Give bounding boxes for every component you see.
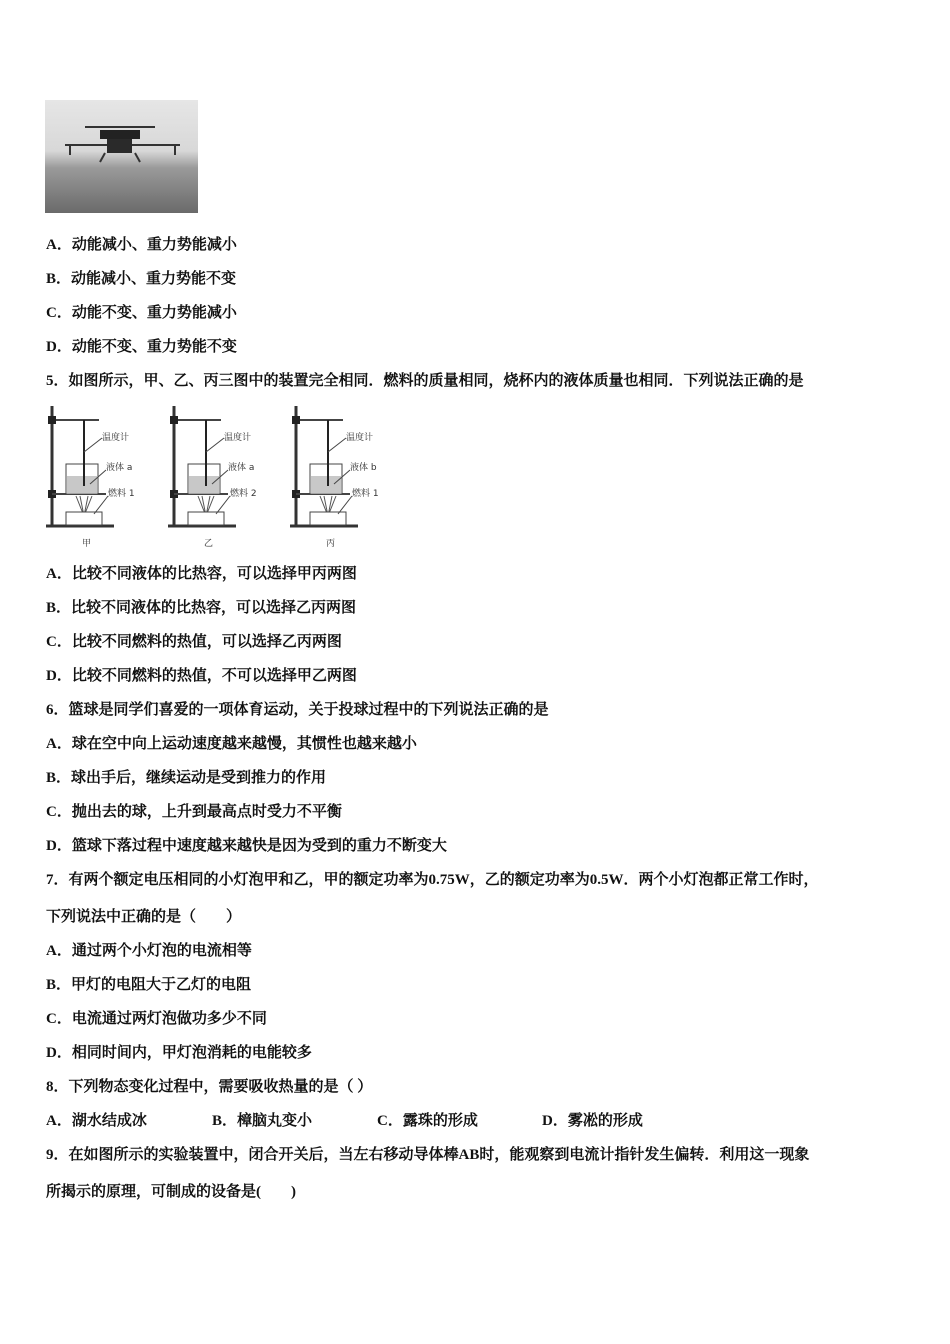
q5-option-b[interactable]: B．比较不同液体的比热容，可以选择乙丙两图	[46, 600, 357, 616]
q4-option-a[interactable]: A．动能减小、重力势能减小	[46, 237, 237, 253]
fuel-label: 燃料 1	[352, 489, 379, 499]
apparatus-panel	[168, 406, 257, 549]
liquid-label: 液体 a	[228, 463, 255, 473]
q7-option-a[interactable]: A．通过两个小灯泡的电流相等	[46, 943, 252, 959]
q8-options	[46, 1111, 643, 1131]
panel-caption: 甲	[82, 539, 92, 549]
q8-option-a[interactable]: A．湖水结成冰	[46, 1113, 147, 1129]
panel-caption: 乙	[204, 539, 214, 549]
q7-stem-line1: 7．有两个额定电压相同的小灯泡甲和乙，甲的额定功率为0.75W，乙的额定功率为0.5W．两个小灯泡都正常工作时，	[46, 872, 819, 888]
liquid-label: 液体 b	[350, 463, 377, 473]
q8-option-c[interactable]: C．露珠的形成	[377, 1113, 478, 1129]
q8-option-b[interactable]: B．樟脑丸变小	[212, 1113, 313, 1129]
apparatus-panel	[290, 406, 379, 549]
q4-option-c[interactable]: C．动能不变、重力势能减小	[46, 305, 237, 321]
liquid-label: 液体 a	[106, 463, 133, 473]
q7-option-c[interactable]: C．电流通过两灯泡做功多少不同	[46, 1011, 267, 1027]
panel-caption: 丙	[326, 539, 336, 549]
fuel-label: 燃料 2	[230, 489, 257, 499]
q8-stem: 8．下列物态变化过程中，需要吸收热量的是（ ）	[46, 1079, 373, 1095]
q4-option-d[interactable]: D．动能不变、重力势能不变	[46, 339, 237, 355]
q4-option-b[interactable]: B．动能减小、重力势能不变	[46, 271, 237, 287]
q6-option-d[interactable]: D．篮球下落过程中速度越来越快是因为受到的重力不断变大	[46, 838, 447, 854]
q5-figure	[44, 404, 394, 550]
q5-option-a[interactable]: A．比较不同液体的比热容，可以选择甲丙两图	[46, 566, 357, 582]
q6-stem: 6．篮球是同学们喜爱的一项体育运动，关于投球过程中的下列说法正确的是	[46, 702, 549, 718]
fuel-label: 燃料 1	[108, 489, 135, 499]
q7-stem-line2: 下列说法中正确的是（ ）	[46, 909, 242, 925]
drone-photo	[45, 100, 198, 213]
q5-option-c[interactable]: C．比较不同燃料的热值，可以选择乙丙两图	[46, 634, 342, 650]
q7-option-b[interactable]: B．甲灯的电阻大于乙灯的电阻	[46, 977, 252, 993]
q9-stem-line2: 所揭示的原理，可制成的设备是( )	[46, 1184, 296, 1200]
q9-stem-line1: 9．在如图所示的实验装置中，闭合开关后，当左右移动导体棒AB时，能观察到电流计指针发生偏转．利用这一现象	[46, 1147, 810, 1163]
thermometer-label: 温度计	[102, 433, 130, 443]
q5-stem: 5．如图所示，甲、乙、丙三图中的装置完全相同．燃料的质量相同，烧杯内的液体质量也相同．下列说法正确的是	[46, 373, 804, 389]
q6-option-a[interactable]: A．球在空中向上运动速度越来越慢，其惯性也越来越小	[46, 736, 417, 752]
q7-option-d[interactable]: D．相同时间内，甲灯泡消耗的电能较多	[46, 1045, 312, 1061]
thermometer-label: 温度计	[224, 433, 252, 443]
q6-option-b[interactable]: B．球出手后，继续运动是受到推力的作用	[46, 770, 327, 786]
q5-option-d[interactable]: D．比较不同燃料的热值，不可以选择甲乙两图	[46, 668, 357, 684]
apparatus-panel	[46, 406, 135, 549]
q8-option-d[interactable]: D．雾凇的形成	[542, 1113, 643, 1129]
q6-option-c[interactable]: C．抛出去的球，上升到最高点时受力不平衡	[46, 804, 342, 820]
thermometer-label: 温度计	[346, 433, 374, 443]
